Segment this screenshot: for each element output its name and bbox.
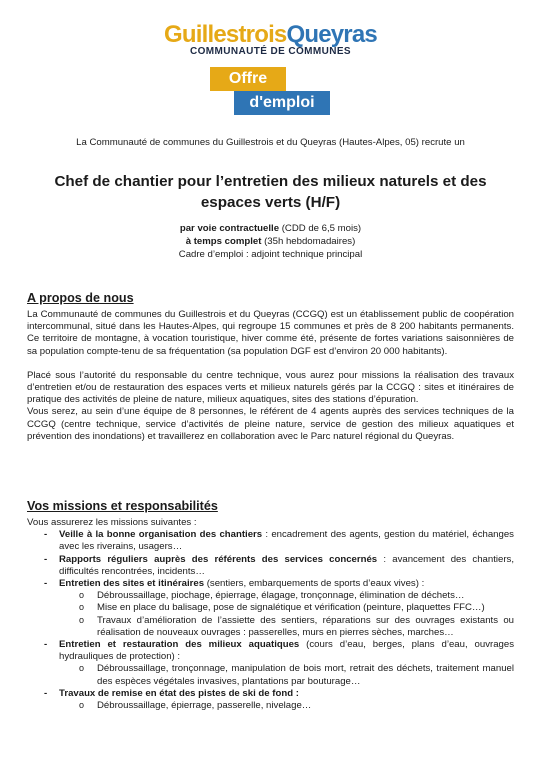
missions-heading: Vos missions et responsabilités (27, 499, 218, 513)
mission-subitem: o Débroussaillage, épierrage, passerelle, nivelage… (79, 700, 514, 712)
about-heading: A propos de nous (27, 291, 134, 305)
missions-intro: Vous assurerez les missions suivantes : (27, 517, 197, 528)
mission-sublist (59, 590, 514, 639)
job-title: Chef de chantier pour l’entretien des milieux naturels et des espaces verts (H/F) (54, 173, 487, 211)
mission-sublist (59, 663, 514, 687)
logo-subtitle: COMMUNAUTÉ DE COMMUNES (189, 46, 352, 57)
contract-terms (0, 222, 541, 261)
mission-item: - Veille à la bonne organisation des chantiers : encadrement des agents, gestion du matériel, échanges avec les riverains, usagers… (44, 529, 514, 553)
about-paragraph-2: Placé sous l’autorité du responsable du centre technique, vous aurez pour missions la réalisation des travaux d’entretien et/ou de restauration des espaces verts et milieux naturels gérés par la CCGQ : sites et itinéraires de pratique des activités de pleine de nature, milieux aquatiques, sites des stations d’épuration. (27, 369, 514, 406)
about-section (27, 291, 514, 443)
contract-type: par voie contractuelle (CDD de 6,5 mois) (179, 223, 362, 234)
badge-offre: Offre (210, 67, 286, 91)
mission-item: - Rapports réguliers auprès des référents des services concernés : avancement des chantiers, difficultés rencontrées, incidents… (44, 554, 514, 578)
job-offer-badge (210, 67, 330, 115)
mission-sublist (59, 700, 514, 712)
badge-emploi: d'emploi (234, 91, 330, 115)
mission-item: - Entretien et restauration des milieux aquatiques (cours d’eau, berges, plans d’eau, ouvrages hydrauliques de protection) : o Débroussaillage, tronçonnage, manipulation de bois mort, retrait des déchets, traitement manuel des espèces végétales invasives, plantations par bouturage… (44, 639, 514, 688)
mission-subitem: o Débroussaillage, piochage, épierrage, élagage, tronçonnage, élimination de déchets… (79, 590, 514, 602)
intro-line: La Communauté de communes du Guillestrois et du Queyras (Hautes-Alpes, 05) recrute un (76, 137, 465, 148)
missions-section (27, 499, 514, 712)
work-time: à temps complet (35h hebdomadaires) (185, 236, 356, 247)
mission-item: - Travaux de remise en état des pistes de ski de fond : o Débroussaillage, épierrage, passerelle, nivelage… (44, 688, 514, 712)
mission-item: - Entretien des sites et itinéraires (sentiers, embarquements de sports d’eaux vives) : o Débroussaillage, piochage, épierrage, élagage, tronçonnage, élimination de déchets… o Mise en place du balisage, pose de signalétique et vérification (peinture, plaquettes FFC…) o Travaux d’amélioration de l’assiette des sentiers, réparations sur des ouvrages existants ou réalisation de nouveaux ouvrages : passerelles, murs en pierres sèches, marches… (44, 578, 514, 639)
missions-list (27, 529, 514, 712)
about-paragraph-3: Vous serez, au sein d’une équipe de 8 personnes, le référent de 4 agents auprès des services techniques de la CCGQ (centre technique, service d’activités de pleine nature, service de gestion des milieux aquatiques et prévention des inondations) et travaillerez en collaboration avec le Parc naturel régional du Queyras. (27, 406, 514, 442)
job-grade: Cadre d’emploi : adjoint technique principal (178, 249, 363, 260)
about-paragraph-1: La Communauté de communes du Guillestrois et du Queyras (CCGQ) est un établissement public de coopération intercommunal, situé dans les Hautes-Alpes, qui regroupe 15 communes et près de 8 200 habitants permanents. Ce territoire de montagne, à vocation touristique, hiver comme été, présente de fortes variations saisonnières de sa population compte-tenu de sa fréquentation (sa population DGF est d’environ 20 000 habitants). (27, 309, 514, 357)
mission-subitem: o Mise en place du balisage, pose de signalétique et vérification (peinture, plaquettes FFC…) (79, 602, 514, 614)
logo-part-queyras: Queyras (286, 21, 377, 48)
mission-subitem: o Travaux d’amélioration de l’assiette des sentiers, réparations sur des ouvrages existants ou réalisation de nouveaux ouvrages : passerelles, murs en pierres sèches, marches… (79, 615, 514, 639)
logo-part-guillestrois: Guillestrois (164, 21, 287, 48)
mission-subitem: o Débroussaillage, tronçonnage, manipulation de bois mort, retrait des déchets, traitement manuel des espèces végétales invasives, plantations par bouturage… (79, 663, 514, 687)
logo-wordmark (0, 22, 541, 48)
organization-logo (0, 22, 541, 57)
